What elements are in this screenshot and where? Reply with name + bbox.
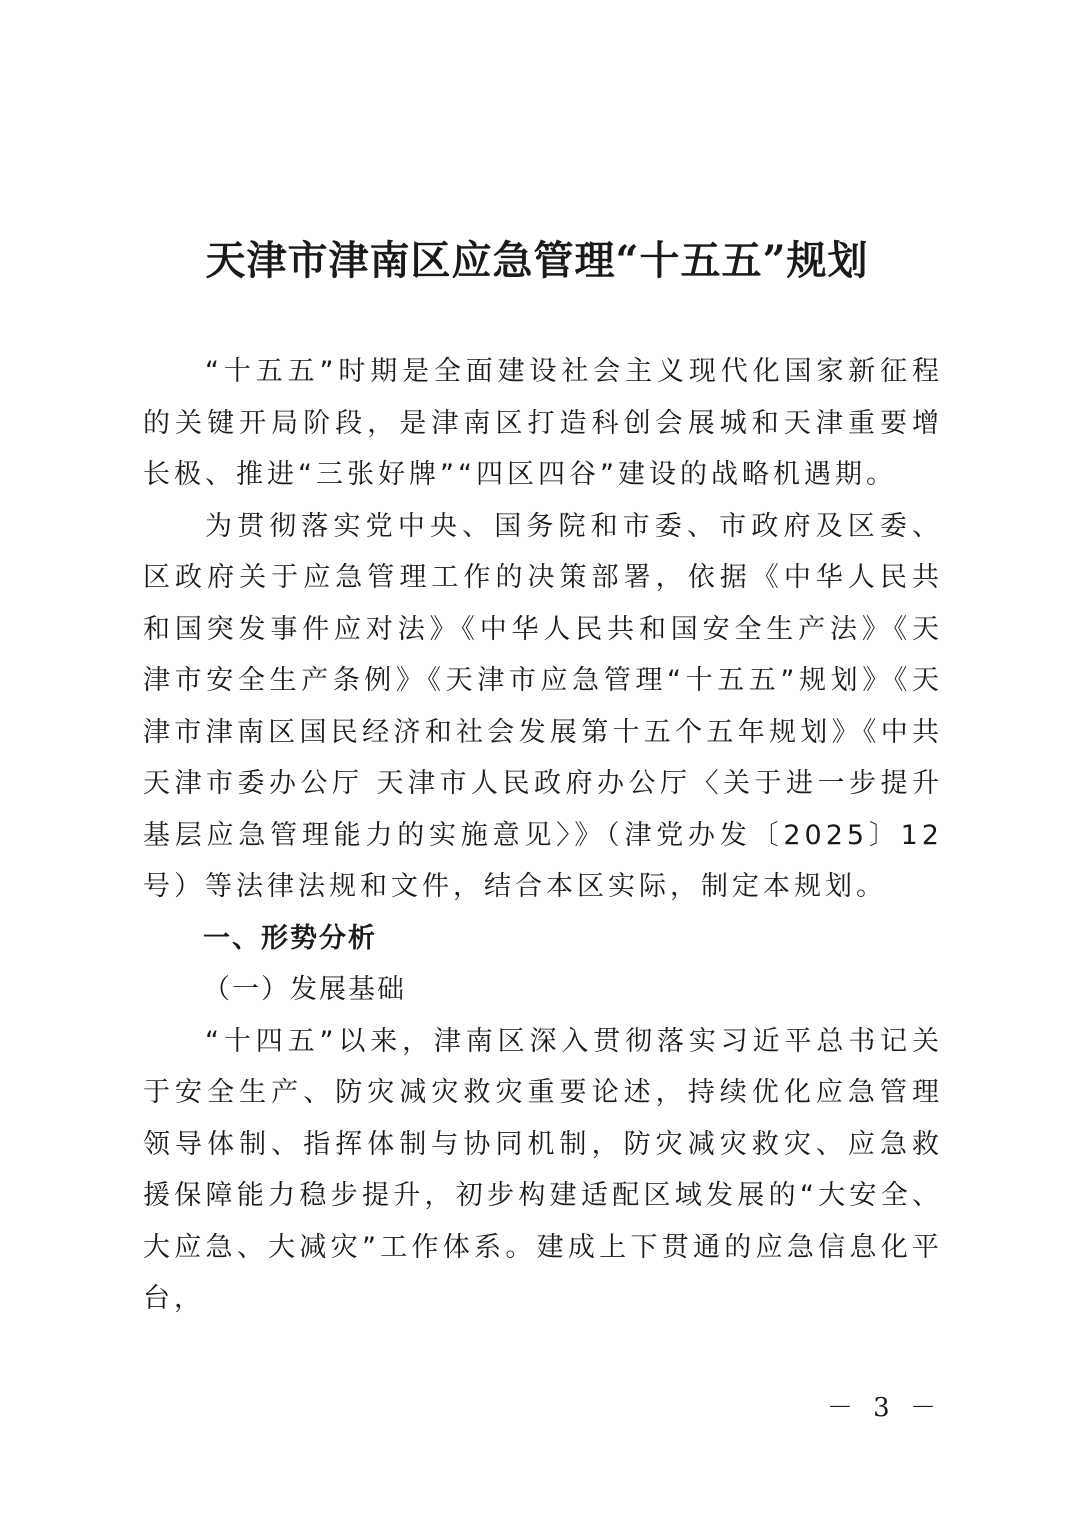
document-body [143,346,943,1325]
section-heading: 一、形势分析 [203,922,377,954]
subsection-heading: （一）发展基础 [203,974,406,1005]
document-title: 天津市津南区应急管理“十五五”规划 [205,237,869,284]
page-number: － 3 － [826,1393,942,1423]
foundation-paragraph: “十四五”以来，津南区深入贯彻落实习近平总书记关于安全生产、防灾减灾救灾重要论述，持续优化应急管理领导体制、指挥体制与协同机制，防灾减灾救灾、应急救援保障能力稳步提升，初步构建适配区域发展的“大安全、大应急、大减灾”工作体系。建成上下贯通的应急信息化平台， [143,1025,943,1314]
intro-paragraph: “十五五”时期是全面建设社会主义现代化国家新征程的关键开局阶段，是津南区打造科创会展城和天津重要增长极、推进“三张好牌”“四区四谷”建设的战略机遇期。 [143,356,943,490]
basis-paragraph: 为贯彻落实党中央、国务院和市委、市政府及区委、区政府关于应急管理工作的决策部署，依据《中华人民共和国突发事件应对法》《中华人民共和国安全生产法》《天津市安全生产条例》《天津市应急管理“十五五”规划》《天津市津南区国民经济和社会发展第十五个五年规划》《中共天津市委办公厅 天津市人民政府办公厅〈关于进一步提升基层应急管理能力的实施意见〉》（津党办发〔2025〕12号）等法律法规和文件，结合本区实际，制定本规划。 [143,510,943,902]
